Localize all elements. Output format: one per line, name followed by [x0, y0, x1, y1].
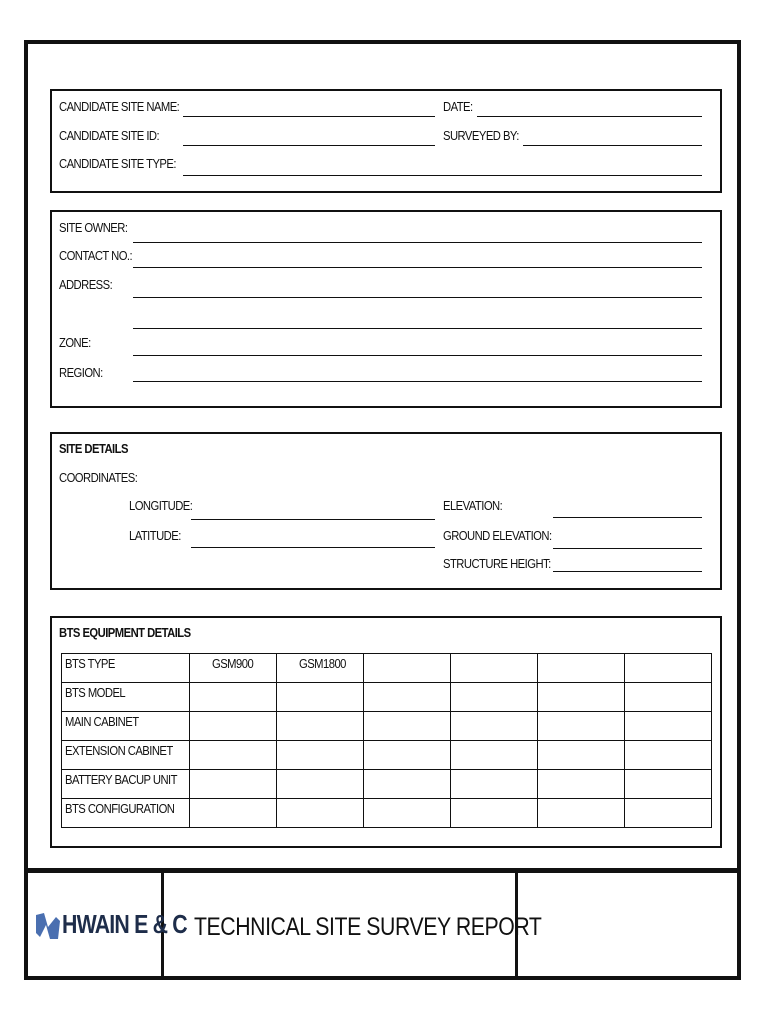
row-label: MAIN CABINET	[65, 715, 139, 729]
row-label: EXTENSION CABINET	[65, 744, 173, 758]
report-title-cell	[164, 873, 542, 976]
table-cell[interactable]	[538, 741, 625, 770]
table-row	[62, 654, 712, 683]
table-cell[interactable]	[364, 683, 451, 712]
company-logo-text: HWAIN E & C	[62, 909, 187, 939]
company-logo-icon	[34, 911, 62, 941]
table-row	[62, 683, 712, 712]
row-label-cell	[62, 799, 190, 828]
table-cell[interactable]	[538, 683, 625, 712]
table-cell[interactable]	[451, 712, 538, 741]
address-field-line-2[interactable]	[133, 328, 702, 329]
table-cell[interactable]	[538, 799, 625, 828]
site-details-section	[50, 432, 722, 590]
table-cell[interactable]	[451, 770, 538, 799]
address-field-line-1[interactable]	[133, 297, 702, 298]
surveyed-by-field[interactable]	[523, 145, 702, 146]
cell-value: GSM900	[212, 657, 254, 671]
candidate-site-type-label: CANDIDATE SITE TYPE:	[59, 157, 176, 171]
site-owner-field[interactable]	[133, 242, 702, 243]
surveyed-by-label: SURVEYED BY:	[443, 129, 519, 143]
table-cell[interactable]	[364, 654, 451, 683]
structure-height-label: STRUCTURE HEIGHT:	[443, 557, 551, 571]
ground-elevation-field[interactable]	[553, 548, 702, 549]
table-cell[interactable]	[190, 741, 277, 770]
region-label: REGION:	[59, 366, 103, 380]
row-label-cell	[62, 654, 190, 683]
table-cell[interactable]	[190, 712, 277, 741]
candidate-site-id-field[interactable]	[183, 145, 435, 146]
latitude-label: LATITUDE:	[129, 529, 181, 543]
table-cell[interactable]	[364, 799, 451, 828]
candidate-site-id-label: CANDIDATE SITE ID:	[59, 129, 160, 143]
table-cell[interactable]	[625, 770, 712, 799]
row-label: BATTERY BACUP UNIT	[65, 773, 177, 787]
latitude-field[interactable]	[191, 547, 435, 548]
candidate-site-name-field[interactable]	[183, 116, 435, 117]
bts-equipment-table	[61, 653, 712, 828]
table-cell[interactable]	[190, 770, 277, 799]
site-owner-label: SITE OWNER:	[59, 221, 128, 235]
contact-no-label: CONTACT NO.:	[59, 249, 133, 263]
row-label-cell	[62, 741, 190, 770]
table-cell[interactable]	[277, 712, 364, 741]
table-cell[interactable]	[277, 799, 364, 828]
row-label-cell	[62, 712, 190, 741]
contact-no-field[interactable]	[133, 267, 702, 268]
zone-field[interactable]	[133, 355, 702, 356]
report-footer	[28, 868, 737, 976]
structure-height-field[interactable]	[553, 571, 702, 572]
table-cell[interactable]	[190, 799, 277, 828]
coordinates-label: COORDINATES:	[59, 471, 138, 485]
table-cell[interactable]	[190, 654, 277, 683]
table-row	[62, 770, 712, 799]
row-label-cell	[62, 683, 190, 712]
table-cell[interactable]	[538, 770, 625, 799]
date-label: DATE:	[443, 100, 473, 114]
date-field[interactable]	[477, 116, 702, 117]
longitude-label: LONGITUDE:	[129, 499, 193, 513]
site-details-title: SITE DETAILS	[59, 442, 128, 456]
table-row	[62, 712, 712, 741]
table-cell[interactable]	[277, 654, 364, 683]
table-cell[interactable]	[451, 799, 538, 828]
candidate-site-type-field[interactable]	[183, 175, 702, 176]
table-cell[interactable]	[625, 712, 712, 741]
elevation-field[interactable]	[553, 517, 702, 518]
table-cell[interactable]	[277, 683, 364, 712]
table-cell[interactable]	[190, 683, 277, 712]
candidate-site-name-label: CANDIDATE SITE NAME:	[59, 100, 180, 114]
bts-equipment-title: BTS EQUIPMENT DETAILS	[59, 626, 191, 640]
table-cell[interactable]	[625, 741, 712, 770]
report-title: TECHNICAL SITE SURVEY REPORT	[194, 913, 542, 941]
row-label: BTS MODEL	[65, 686, 126, 700]
survey-form-page	[24, 40, 741, 980]
candidate-site-section	[50, 89, 722, 193]
table-cell[interactable]	[538, 712, 625, 741]
table-cell[interactable]	[277, 770, 364, 799]
blank-footer-cell	[518, 873, 737, 976]
table-cell[interactable]	[451, 683, 538, 712]
zone-label: ZONE:	[59, 336, 91, 350]
table-cell[interactable]	[451, 741, 538, 770]
table-cell[interactable]	[451, 654, 538, 683]
table-cell[interactable]	[364, 741, 451, 770]
row-label: BTS CONFIGURATION	[65, 802, 175, 816]
address-label: ADDRESS:	[59, 278, 113, 292]
table-cell[interactable]	[277, 741, 364, 770]
table-row	[62, 799, 712, 828]
table-cell[interactable]	[538, 654, 625, 683]
longitude-field[interactable]	[191, 519, 435, 520]
table-row	[62, 741, 712, 770]
row-label-cell	[62, 770, 190, 799]
cell-value: GSM1800	[299, 657, 347, 671]
elevation-label: ELEVATION:	[443, 499, 503, 513]
table-cell[interactable]	[364, 770, 451, 799]
row-label: BTS TYPE	[65, 657, 115, 671]
table-cell[interactable]	[625, 799, 712, 828]
site-owner-section	[50, 210, 722, 408]
bts-equipment-section	[50, 616, 722, 848]
ground-elevation-label: GROUND ELEVATION:	[443, 529, 552, 543]
table-cell[interactable]	[364, 712, 451, 741]
table-cell[interactable]	[625, 654, 712, 683]
region-field[interactable]	[133, 381, 702, 382]
logo-cell	[28, 873, 187, 976]
table-cell[interactable]	[625, 683, 712, 712]
